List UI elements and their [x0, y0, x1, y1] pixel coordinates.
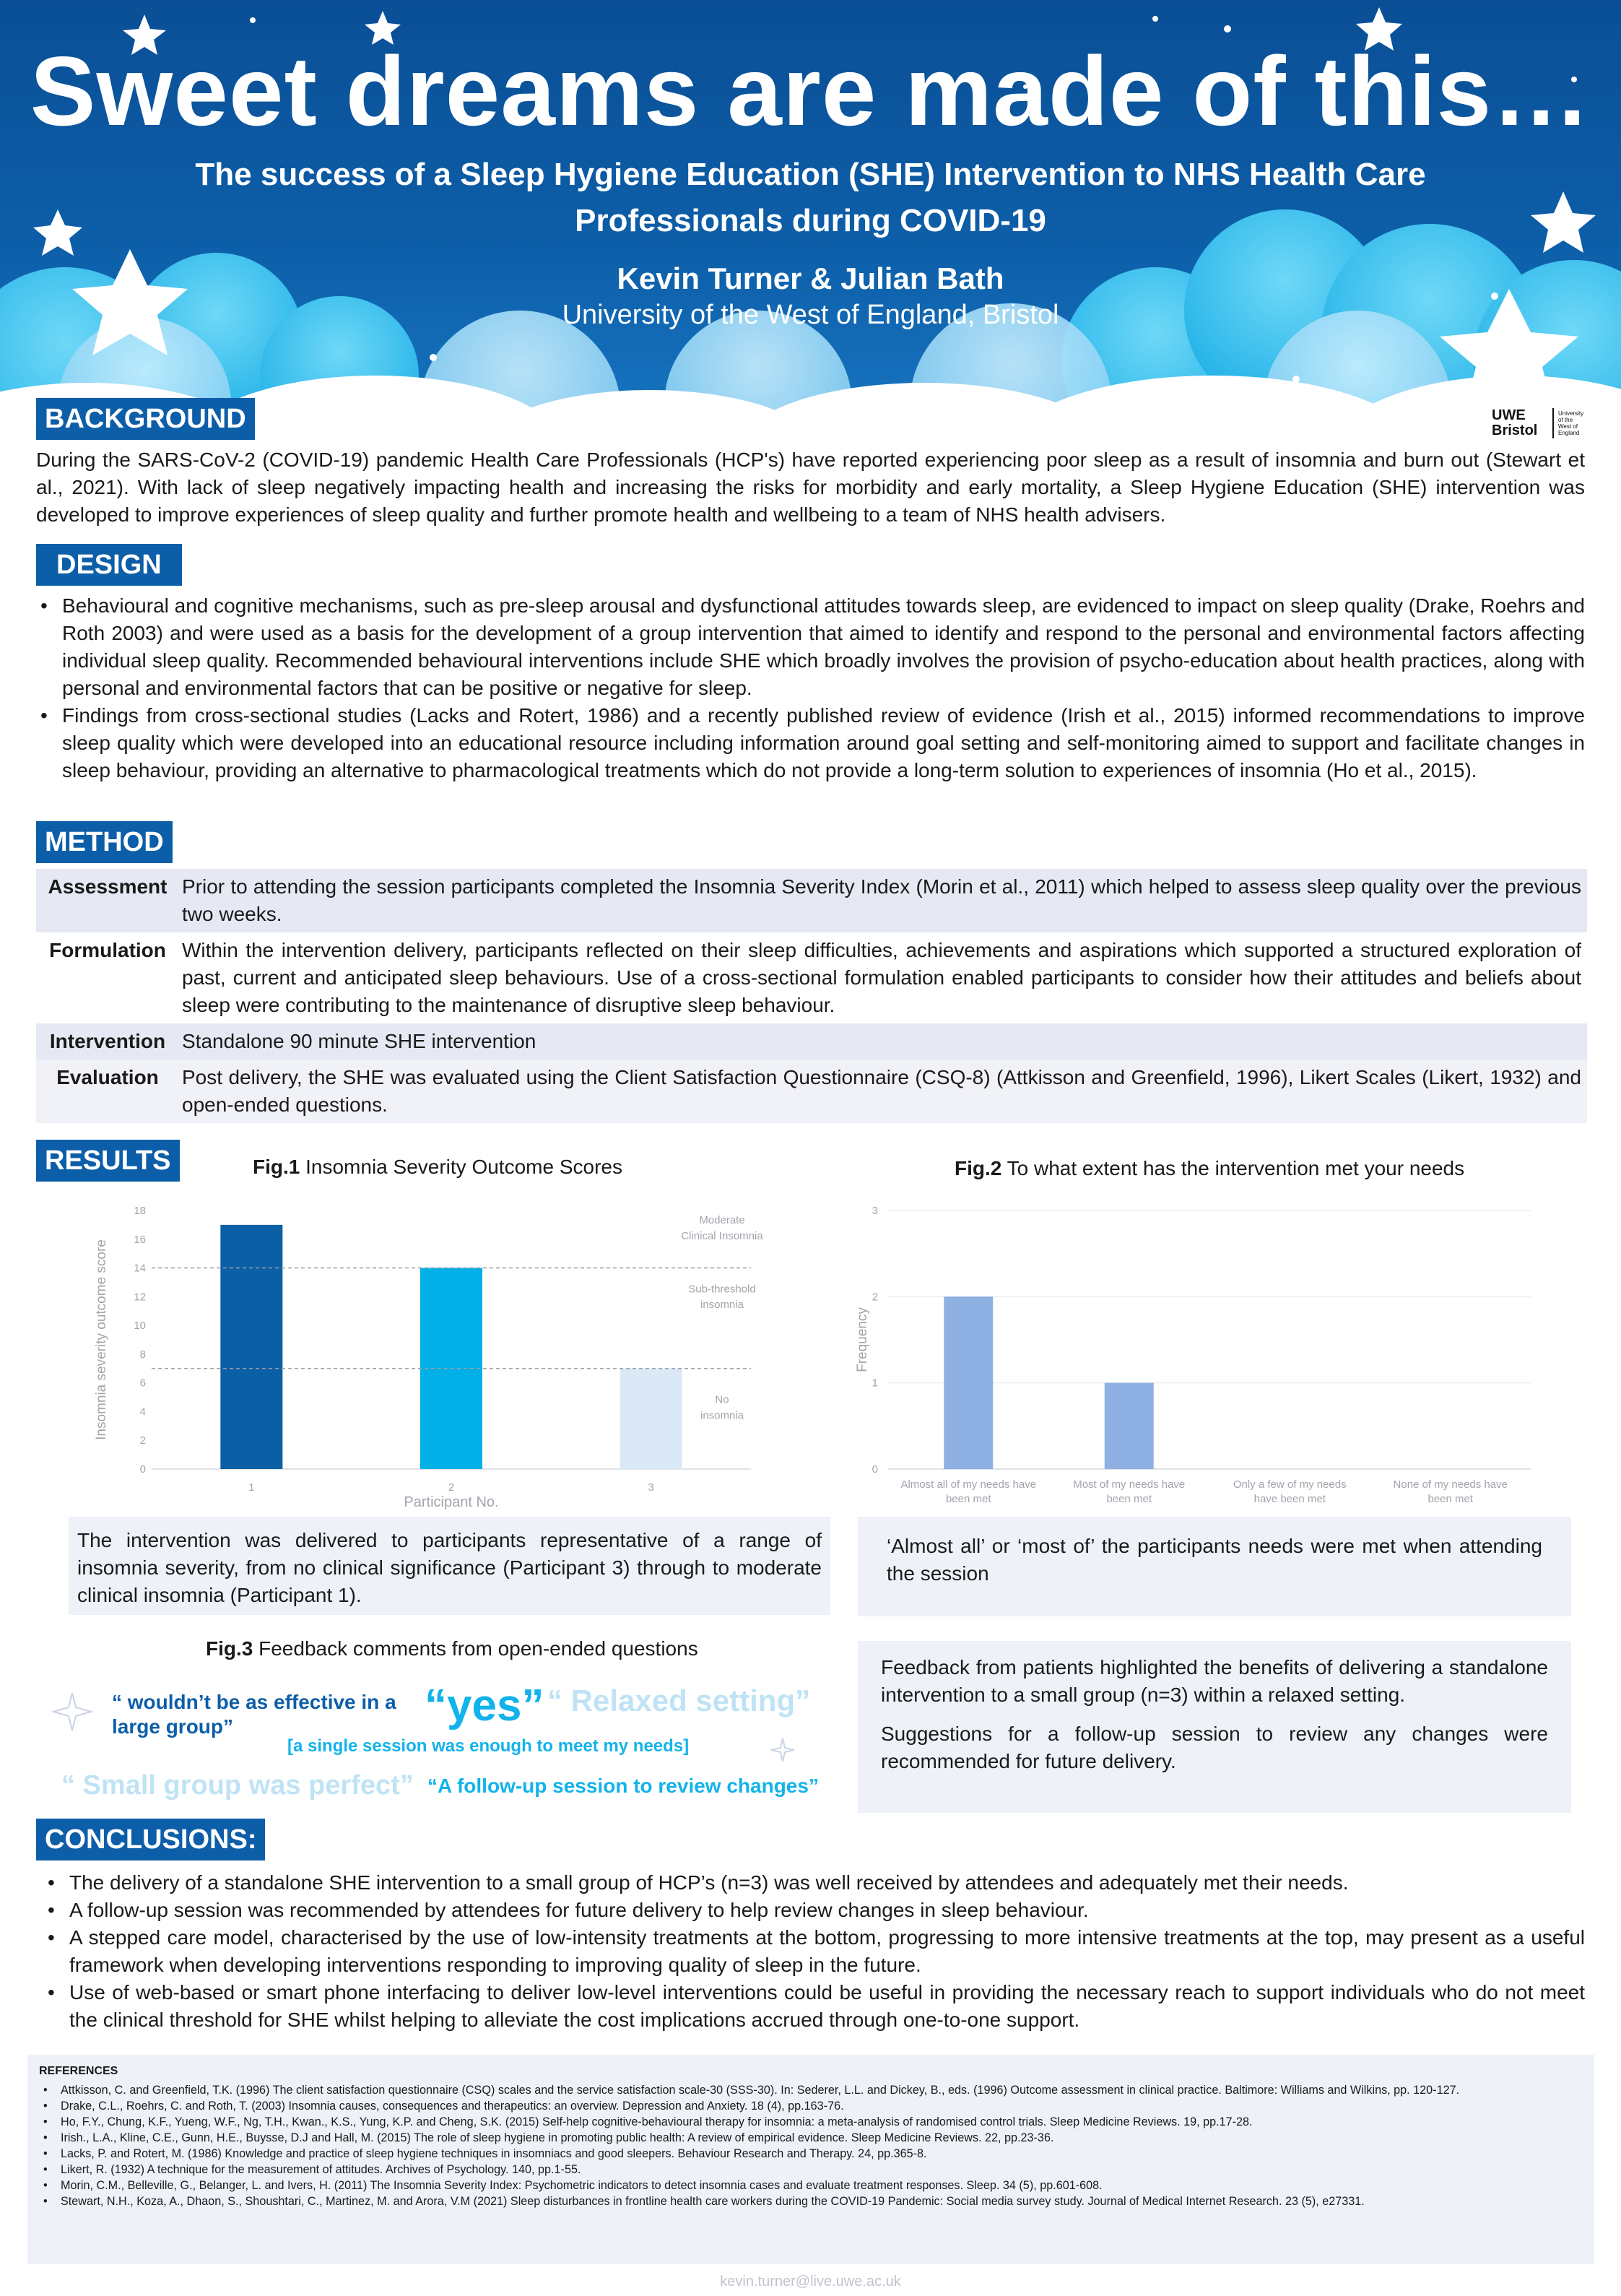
band-label: insomnia [700, 1299, 744, 1312]
references-list [39, 2082, 1583, 2209]
feedback-quote: “ Small group was perfect” [61, 1770, 414, 1801]
star-icon [33, 209, 82, 256]
poster-authors: Kevin Turner & Julian Bath [617, 261, 1004, 295]
background-heading: BACKGROUND [36, 398, 255, 440]
design-heading: DESIGN [36, 544, 182, 586]
x-axis-title: Participant No. [404, 1494, 499, 1510]
list-item: • Behavioural and cognitive mechanisms, such as pre-sleep arousal and dysfunctional attitudes towards sleep, are evidenced to impact on sleep quality (Drake, Roehrs and Roth 2003) and were used as a basis for the development of a group intervention that aimed to identify and respond to the personal and environmental factors affecting individual sleep quality. Recommended behavioural interventions include SHE which broadly involves the provision of psycho-education about health practices, along with personal and environmental factors that can be positive or negative for sleep. [36, 592, 1585, 702]
method-heading: METHOD [36, 821, 173, 863]
method-row-text: Standalone 90 minute SHE intervention [182, 1030, 536, 1052]
fig1-caption-box: The intervention was delivered to participants representative of a range of insomnia severity, from no clinical significance (Participant 3) through to moderate clinical insomnia (Participant 1). [69, 1517, 830, 1615]
band-label: Clinical Insomnia [681, 1229, 763, 1242]
x-tick-label: None of my needs have [1393, 1478, 1508, 1491]
y-tick-label: 12 [134, 1291, 146, 1304]
y-tick-label: 18 [134, 1205, 146, 1217]
feedback-quote: “A follow-up session to review changes” [427, 1775, 819, 1797]
method-row-text: Prior to attending the session participants completed the Insomnia Severity Index (Morin et al., 2011) which helped to assess sleep quality over the previous two weeks. [182, 875, 1581, 925]
fig1-title: Fig.1 Insomnia Severity Outcome Scores [253, 1156, 622, 1178]
x-tick-label: 2 [448, 1481, 455, 1494]
bar-participant-3 [620, 1369, 682, 1469]
list-item: • A follow-up session was recommended by attendees for future delivery to help review changes in sleep behaviour. [43, 1897, 1585, 1924]
sparkle-icon [770, 1737, 796, 1763]
band-label: Sub-threshold [688, 1283, 756, 1296]
method-row-text: Within the intervention delivery, participants reflected on their sleep difficulties, achievements and aspirations which supported a structured exploration of past, current and anticipated sleep behaviours. Use of a cross-sectional formulation enabled participants to consider how their attitudes and beliefs about sleep were contributing to the maintenance of disruptive sleep behaviour. [182, 939, 1581, 1016]
table-row [36, 1060, 1587, 1123]
y-tick-label: 0 [139, 1463, 146, 1476]
bar-participant-1 [220, 1225, 282, 1469]
y-tick-label: 16 [134, 1233, 146, 1246]
conclusions-bullet-list [43, 1869, 1585, 2034]
fig2-caption-box: ‘Almost all’ or ‘most of’ the participants needs were met when attending the session [858, 1517, 1571, 1616]
y-tick-label: 3 [872, 1205, 878, 1217]
feedback-summary-p2: Suggestions for a follow-up session to review any changes were recommended for future delivery. [881, 1723, 1548, 1772]
x-tick-label: been met [1427, 1493, 1474, 1505]
list-item: • Use of web-based or smart phone interfacing to deliver low-level interventions could be useful in providing the necessary reach to support individuals who do not meet the clinical threshold for SHE whilst helping to alleviate the cost implications accrued through one-to-one support. [43, 1979, 1585, 2034]
feedback-quote: “ Relaxed setting” [547, 1684, 811, 1717]
contact-email[interactable]: kevin.turner@live.uwe.ac.uk [720, 2274, 901, 2289]
table-row [36, 869, 1587, 932]
list-item: • Irish., L.A., Kline, C.E., Gunn, H.E., Buysse, D.J and Hall, M. (2015) The role of sleep hygiene in promoting public health: A review of empirical evidence. Sleep Medicine Reviews. 22, pp.23-36. [39, 2130, 1583, 2146]
method-row-label: Intervention [49, 1030, 166, 1052]
poster-title: Sweet dreams are made of this… [30, 36, 1591, 146]
background-text: During the SARS-CoV-2 (COVID-19) pandemic Health Care Professionals (HCP's) have reported experiencing poor sleep as a result of insomnia and burn out (Stewart et al., 2021). With lack of sleep negatively impacting health and increasing the risks for morbidity and early mortality, a Sleep Hygiene Education (SHE) intervention was developed to improve experiences of sleep quality and further promote health and wellbeing to a team of NHS health advisers. [36, 449, 1585, 526]
y-tick-label: 10 [134, 1320, 146, 1333]
y-axis-title: Frequency [855, 1307, 870, 1372]
feedback-quote: “ wouldn’t be as effective in a large group” [112, 1691, 396, 1738]
list-item: • Lacks, P. and Rotert, M. (1986) Knowledge and practice of sleep hygiene techniques in insomniacs and good sleepers. Behaviour Research and Therapy. 24, pp.365-8. [39, 2146, 1583, 2162]
table-row [36, 932, 1587, 1023]
y-tick-label: 1 [872, 1377, 878, 1390]
x-tick-label: 3 [648, 1481, 654, 1494]
y-tick-label: 0 [872, 1463, 878, 1476]
y-tick-label: 14 [134, 1262, 146, 1275]
list-item: • Findings from cross-sectional studies (Lacks and Rotert, 1986) and a recently published review of evidence (Irish et al., 2015) informed recommendations to improve sleep quality which were developed into an educational resource including information around goal setting and self-monitoring aimed to support and facilitate changes in sleep behaviour, providing an alternative to pharmacological treatments which do not provide a long-term solution to experiences of insomnia (Ho et al., 2015). [36, 702, 1585, 784]
uwe-bristol-logo [1492, 406, 1590, 441]
logo-divider [1552, 408, 1554, 438]
sparkle-icon [51, 1690, 94, 1733]
star-icon [1531, 191, 1596, 253]
band-label: insomnia [700, 1409, 744, 1422]
y-axis-title: Insomnia severity outcome score [94, 1239, 109, 1440]
list-item: • Ho, F.Y., Chung, K.F., Yueng, W.F., Ng, T.H., Kwan., K.S., Yung, K.P. and Cheng, S.K. (2015) Self-help cognitive-behavioural therapy for insomnia: a meta-analysis of randomised control trials. Sleep Medicine Reviews. 19, pp.17-28. [39, 2114, 1583, 2130]
needs-met-bar-chart [845, 1199, 1552, 1517]
conclusions-heading: CONCLUSIONS: [36, 1819, 265, 1860]
design-bullet-list [36, 592, 1585, 784]
references-box [27, 2055, 1594, 2264]
poster-affiliation: University of the West of England, Bristol [562, 300, 1059, 330]
list-item: • Attkisson, C. and Greenfield, T.K. (1996) The client satisfaction questionnaire (CSQ) scales and the service satisfaction scale-30 (SSS-30). In: Sederer, L.L. and Dickey, B., eds. (1996) Outcome assessment in clinical practice. Baltimore: Williams and Wilkins, pp. 120-127. [39, 2082, 1583, 2098]
method-row-label: Formulation [49, 939, 166, 961]
x-tick-label: Only a few of my needs [1233, 1478, 1347, 1491]
results-heading: RESULTS [36, 1140, 180, 1182]
x-tick-label: Most of my needs have [1073, 1478, 1186, 1491]
bar-needs-met [1105, 1383, 1154, 1469]
method-table [36, 869, 1587, 1123]
x-tick-label: 1 [248, 1481, 255, 1494]
list-item: • A stepped care model, characterised by the use of low-intensity treatments at the bottom, progressing to more intensive treatments at the top, may present as a useful framework when developing interventions responding to improving quality of sleep in the future. [43, 1924, 1585, 1979]
y-tick-label: 4 [139, 1405, 146, 1418]
band-label: Moderate [699, 1213, 745, 1226]
band-label: No [715, 1393, 729, 1406]
insomnia-severity-bar-chart [79, 1199, 823, 1517]
poster-header [0, 0, 1621, 441]
y-tick-label: 8 [139, 1348, 146, 1361]
list-item: • The delivery of a standalone SHE intervention to a small group of HCP’s (n=3) was well received by attendees and adequately met their needs. [43, 1869, 1585, 1897]
method-row-label: Evaluation [56, 1066, 159, 1088]
logo-wordmark: UWE Bristol [1492, 407, 1538, 438]
fig3-title: Fig.3 Feedback comments from open-ended questions [206, 1637, 698, 1660]
logo-subtext: University of the West of England [1558, 410, 1584, 436]
poster-subtitle: The success of a Sleep Hygiene Education (SHE) Intervention to NHS Health Care Professionals during COVID-19 [195, 157, 1426, 238]
bar-needs-met [944, 1296, 993, 1469]
list-item: • Stewart, N.H., Koza, A., Dhaon, S., Shoushtari, C., Martinez, M. and Arora, V.M (2021) Sleep disturbances in frontline health care workers during the COVID-19 Pandemic: Social media survey study. Journal of Medical Internet Research. 23 (5), e27331. [39, 2193, 1583, 2209]
x-tick-label: have been met [1253, 1493, 1326, 1505]
fig2-title: Fig.2 To what extent has the intervention met your needs [955, 1157, 1465, 1179]
feedback-quote: “yes” [425, 1681, 544, 1730]
x-tick-label: Almost all of my needs have [900, 1478, 1037, 1491]
feedback-summary-p1: Feedback from patients highlighted the benefits of delivering a standalone intervention to a small group (n=3) within a relaxed setting. [881, 1656, 1548, 1706]
method-row-label: Assessment [48, 875, 168, 898]
list-item: • Likert, R. (1932) A technique for the measurement of attitudes. Archives of Psychology. 140, pp.1-55. [39, 2162, 1583, 2178]
table-row [36, 1023, 1587, 1060]
y-tick-label: 2 [139, 1434, 146, 1447]
method-row-text: Post delivery, the SHE was evaluated using the Client Satisfaction Questionnaire (CSQ-8) (Attkisson and Greenfield, 1996), Likert Scales (Likert, 1932) and open-ended questions. [182, 1066, 1581, 1116]
list-item: • Drake, C.L., Roehrs, C. and Roth, T. (2003) Insomnia causes, consequences and therapeutics: an overview. Depression and Anxiety. 18 (4), pp.163-76. [39, 2098, 1583, 2114]
references-heading: REFERENCES [39, 2065, 118, 2077]
list-item: • Morin, C.M., Belleville, G., Belanger, L. and Ivers, H. (2011) The Insomnia Severity Index: Psychometric indicators to detect insomnia cases and evaluate treatment responses. Sleep. 34 (5), pp.601-608. [39, 2178, 1583, 2193]
feedback-summary-box [858, 1641, 1571, 1813]
y-tick-label: 6 [139, 1377, 146, 1390]
x-tick-label: been met [945, 1493, 991, 1505]
y-tick-label: 2 [872, 1291, 878, 1304]
feedback-quote: [a single session was enough to meet my needs] [287, 1736, 690, 1756]
x-tick-label: been met [1106, 1493, 1152, 1505]
